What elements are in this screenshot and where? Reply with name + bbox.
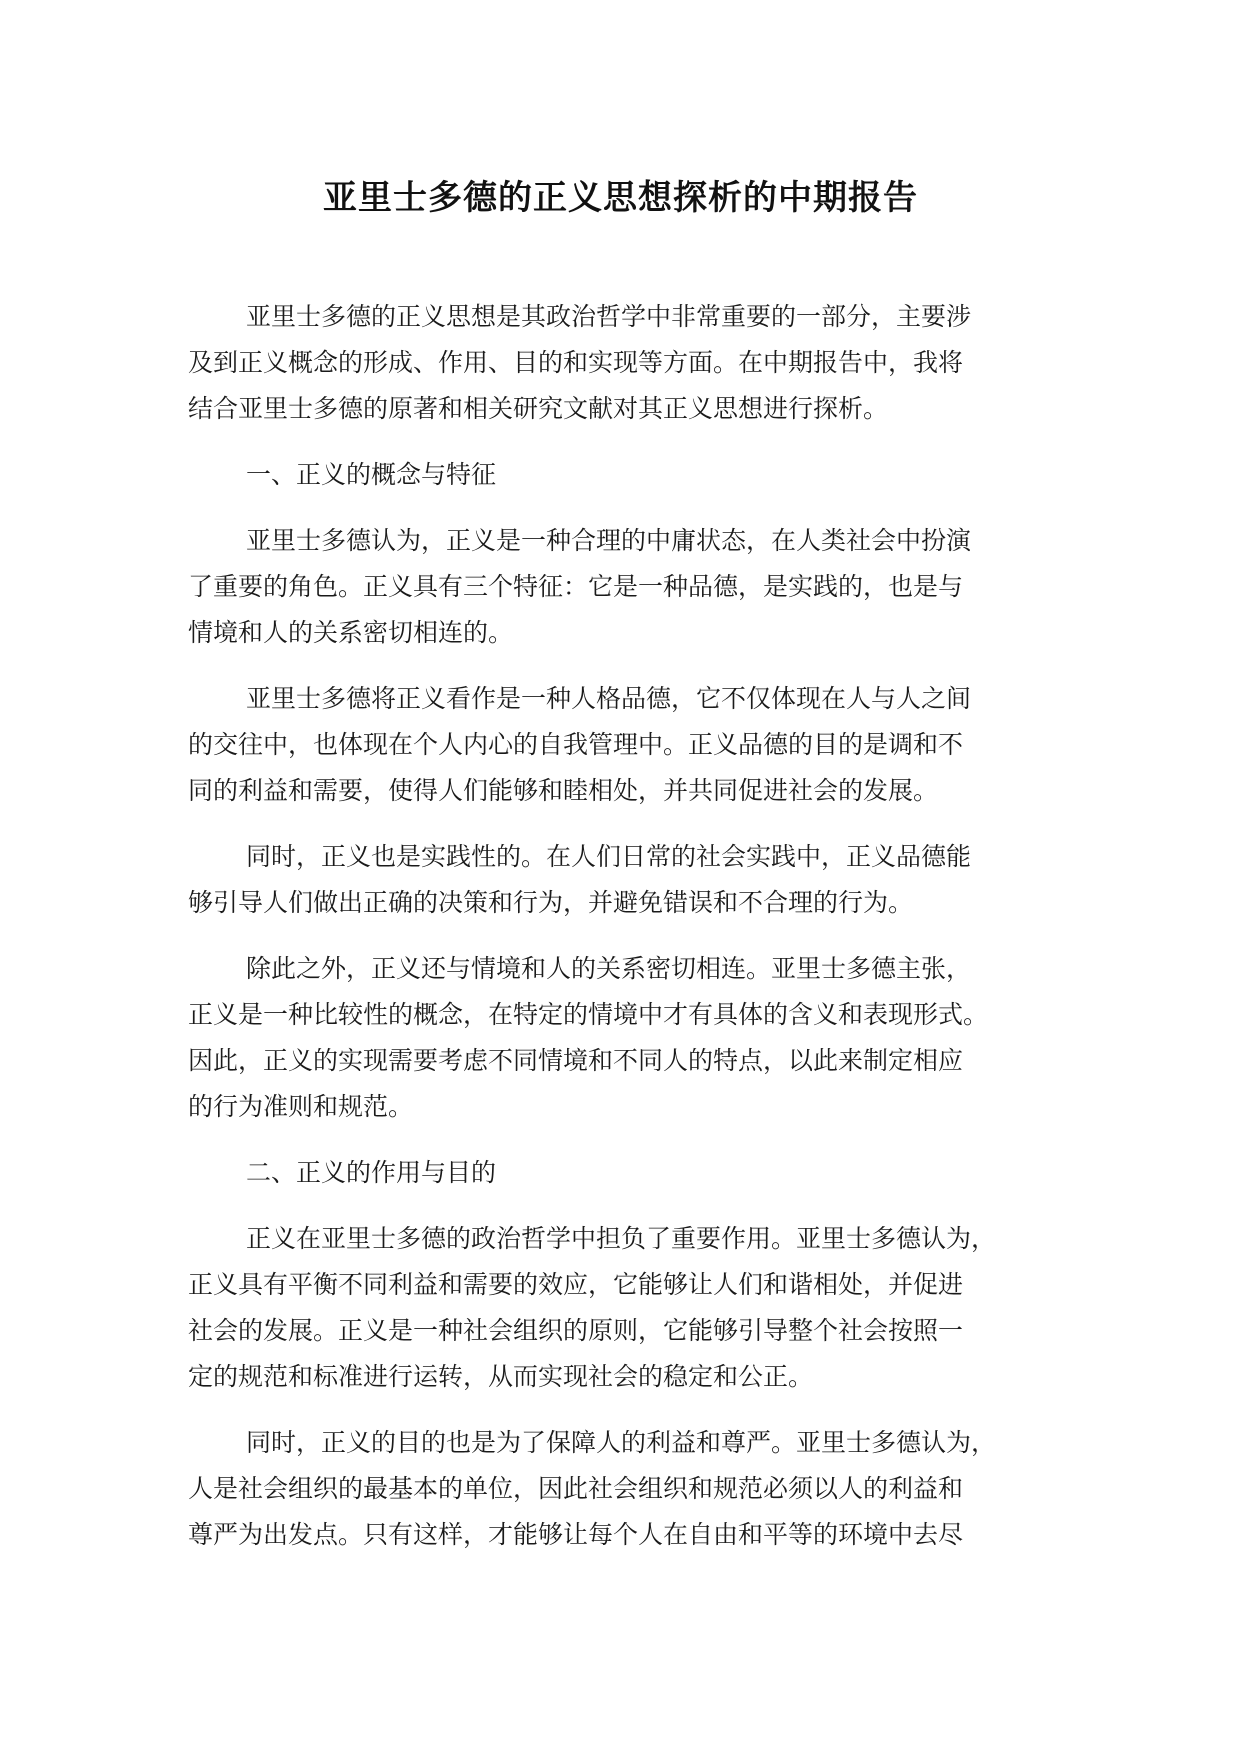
paragraph-line: 人是社会组织的最基本的单位，因此社会组织和规范必须以人的利益和	[188, 1474, 964, 1503]
section-heading: 一、正义的概念与特征	[246, 460, 497, 489]
paragraph	[188, 518, 1088, 656]
paragraph	[188, 946, 1088, 1130]
paragraph-line: 正义具有平衡不同利益和需要的效应，它能够让人们和谐相处，并促进	[188, 1270, 964, 1299]
paragraph-line: 定的规范和标准进行运转，从而实现社会的稳定和公正。	[188, 1362, 814, 1391]
section-heading: 二、正义的作用与目的	[246, 1158, 497, 1187]
paragraph	[188, 1420, 1088, 1558]
paragraph-line: 同的利益和需要，使得人们能够和睦相处，并共同促进社会的发展。	[188, 776, 939, 805]
paragraph	[188, 834, 1088, 926]
paragraph-line: 亚里士多德认为，正义是一种合理的中庸状态，在人类社会中扮演	[246, 526, 972, 555]
paragraph-line: 的行为准则和规范。	[188, 1092, 414, 1121]
paragraph-line: 社会的发展。正义是一种社会组织的原则，它能够引导整个社会按照一	[188, 1316, 964, 1345]
paragraph-line: 同时，正义的目的也是为了保障人的利益和尊严。亚里士多德认为，	[246, 1428, 997, 1457]
document-title: 亚里士多德的正义思想探析的中期报告	[323, 178, 918, 218]
paragraph-line: 及到正义概念的形成、作用、目的和实现等方面。在中期报告中，我将	[188, 348, 964, 377]
paragraph-line: 的交往中，也体现在个人内心的自我管理中。正义品德的目的是调和不	[188, 730, 964, 759]
paragraph-line: 结合亚里士多德的原著和相关研究文献对其正义思想进行探析。	[188, 394, 889, 423]
paragraph-line: 正义是一种比较性的概念，在特定的情境中才有具体的含义和表现形式。	[188, 1000, 989, 1029]
paragraph-line: 同时，正义也是实践性的。在人们日常的社会实践中，正义品德能	[246, 842, 972, 871]
paragraph	[188, 1216, 1088, 1400]
paragraph-line: 情境和人的关系密切相连的。	[188, 618, 514, 647]
paragraph-line: 除此之外，正义还与情境和人的关系密切相连。亚里士多德主张，	[246, 954, 972, 983]
paragraph	[188, 294, 1088, 432]
paragraph-line: 因此，正义的实现需要考虑不同情境和不同人的特点，以此来制定相应	[188, 1046, 964, 1075]
paragraph	[188, 676, 1088, 814]
paragraph-line: 尊严为出发点。只有这样，才能够让每个人在自由和平等的环境中去尽	[188, 1520, 964, 1549]
document-body	[188, 294, 1088, 1578]
paragraph-line: 正义在亚里士多德的政治哲学中担负了重要作用。亚里士多德认为，	[246, 1224, 997, 1253]
paragraph-line: 亚里士多德的正义思想是其政治哲学中非常重要的一部分，主要涉	[246, 302, 972, 331]
paragraph-line: 够引导人们做出正确的决策和行为，并避免错误和不合理的行为。	[188, 888, 914, 917]
paragraph-line: 了重要的角色。正义具有三个特征：它是一种品德，是实践的，也是与	[188, 572, 964, 601]
paragraph-line: 亚里士多德将正义看作是一种人格品德，它不仅体现在人与人之间	[246, 684, 972, 713]
